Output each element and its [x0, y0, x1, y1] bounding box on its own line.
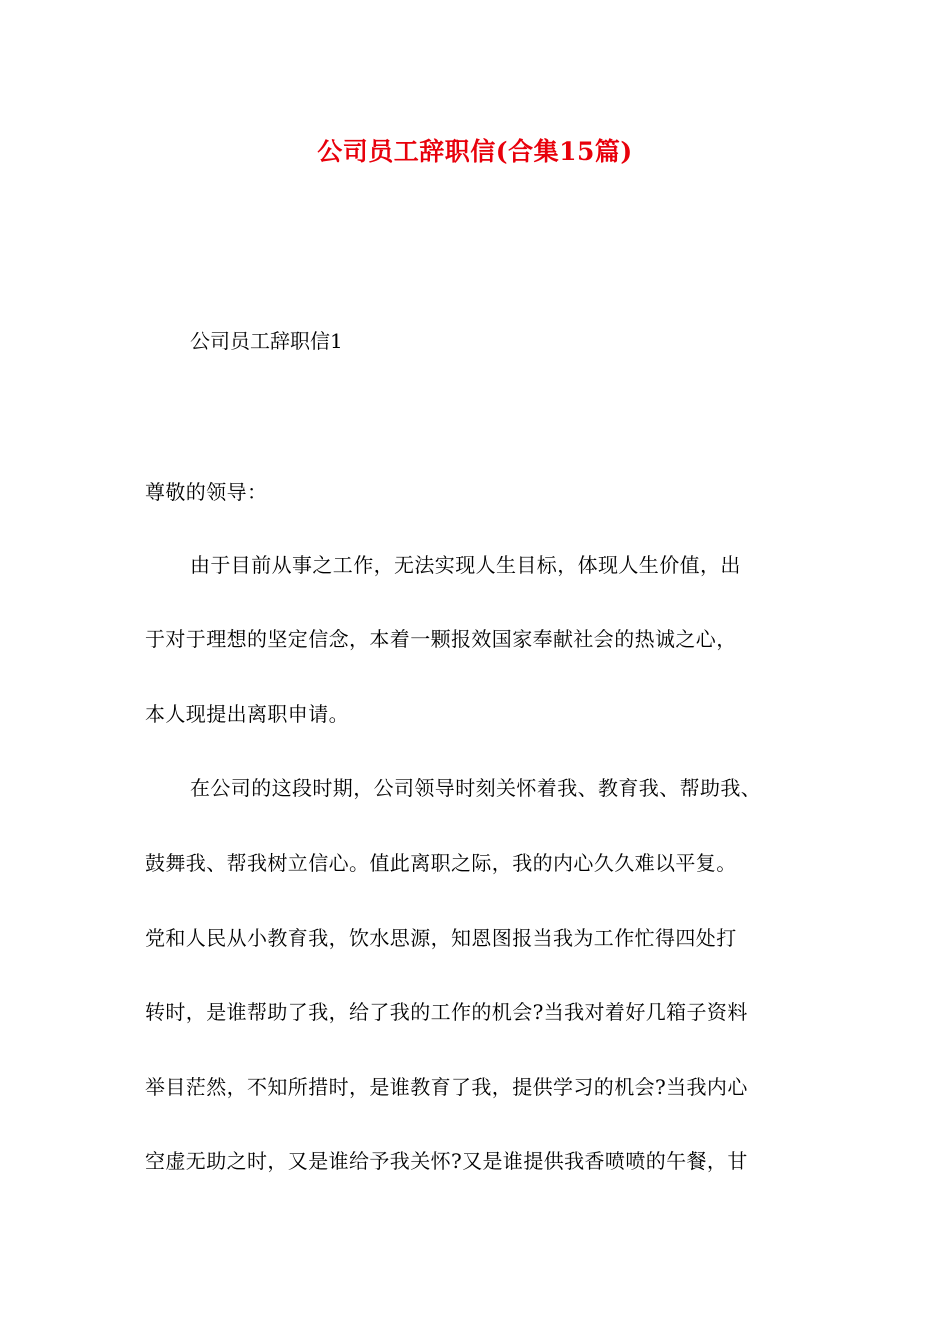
- paragraph-line: 举目茫然，不知所措时，是谁教育了我，提供学习的机会?当我内心: [145, 1075, 748, 1099]
- salutation: 尊敬的领导：: [145, 480, 268, 504]
- paragraph-line: 由于目前从事之工作，无法实现人生目标，体现人生价值，出: [190, 553, 741, 577]
- document-title: 公司员工辞职信(合集15篇): [317, 137, 633, 166]
- paragraph-line: 鼓舞我、帮我树立信心。值此离职之际，我的内心久久难以平复。: [145, 851, 737, 875]
- paragraph-line: 空虚无助之时，又是谁给予我关怀?又是谁提供我香喷喷的午餐，甘: [145, 1149, 748, 1173]
- paragraph-line: 于对于理想的坚定信念，本着一颗报效国家奉献社会的热诚之心，: [145, 627, 737, 651]
- section-heading: 公司员工辞职信1: [190, 329, 343, 353]
- paragraph-line: 党和人民从小教育我，饮水思源，知恩图报当我为工作忙得四处打: [145, 926, 737, 950]
- paragraph-line: 本人现提出离职申请。: [145, 702, 349, 726]
- paragraph-line: 在公司的这段时期，公司领导时刻关怀着我、教育我、帮助我、: [190, 776, 762, 800]
- paragraph-line: 转时，是谁帮助了我，给了我的工作的机会?当我对着好几箱子资料: [145, 1000, 748, 1024]
